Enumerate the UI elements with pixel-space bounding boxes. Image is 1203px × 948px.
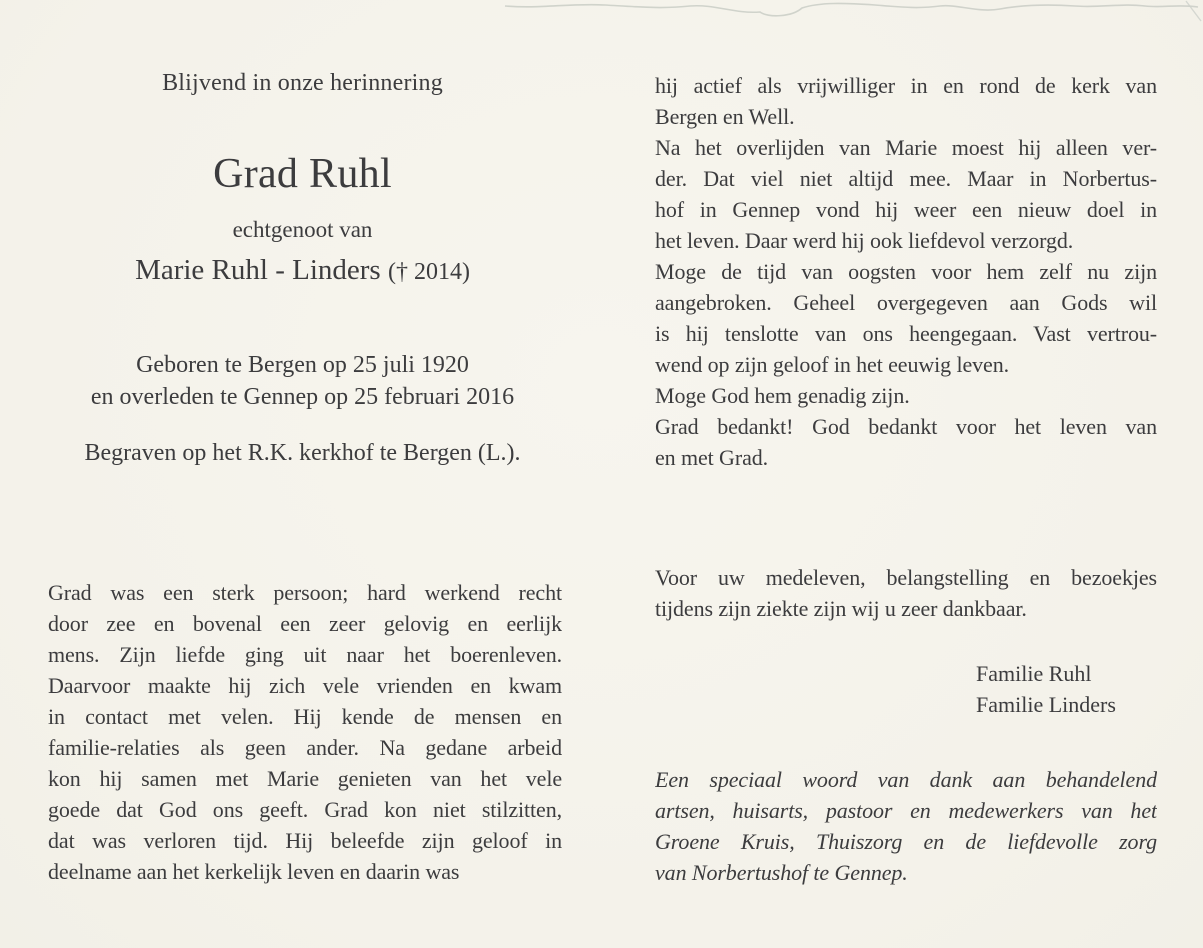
text-line: Moge God hem genadig zijn. (655, 383, 910, 408)
text-line: artsen, huisarts, pastoor en medewerkers van het (655, 798, 1157, 823)
text-line: door zee en bovenal een zeer gelovig en eerlijk (48, 611, 562, 636)
text-line: van Norbertushof te Gennep. (655, 860, 908, 885)
text-line: Een speciaal woord van dank aan behandelend (655, 767, 1157, 792)
text-line: Daarvoor maakte hij zich vele vrienden en kwam (48, 673, 562, 698)
text-line: kon hij samen met Marie genieten van het vele (48, 766, 562, 791)
spouse-line (40, 254, 565, 287)
biography-continued (655, 70, 1157, 473)
text-line: goede dat God ons geeft. Grad kon niet stilzitten, (48, 797, 562, 822)
text-line: Moge de tijd van oogsten voor hem zelf nu zijn (655, 259, 1157, 284)
text-line: Groene Kruis, Thuiszorg en de liefdevolle zorg (655, 829, 1157, 854)
right-page (655, 0, 1157, 948)
text-line: dat was verloren tijd. Hij beleefde zijn geloof in (48, 828, 562, 853)
memorial-header: Blijvend in onze herinnering (162, 70, 443, 96)
text-line: Bergen en Well. (655, 104, 795, 129)
text-line: deelname aan het kerkelijk leven en daarin was (48, 859, 460, 884)
text-line: aangebroken. Geheel overgegeven aan Gods wil (655, 290, 1157, 315)
burial-line: Begraven op het R.K. kerkhof te Bergen (L.). (84, 440, 521, 466)
text-line: Voor uw medeleven, belangstelling en bezoekjes (655, 565, 1157, 590)
text-line: Grad bedankt! God bedankt voor het leven van (655, 414, 1157, 439)
text-line: Na het overlijden van Marie moest hij alleen ver- (655, 135, 1157, 160)
text-line: hof in Gennep vond hij weer een nieuw doel in (655, 197, 1157, 222)
text-line: hij actief als vrijwilliger in en rond de kerk van (655, 73, 1157, 98)
relation-label: echtgenoot van (232, 217, 373, 242)
left-page (40, 0, 565, 948)
special-thanks-paragraph (655, 764, 1157, 888)
text-line: mens. Zijn liefde ging uit naar het boerenleven. (48, 642, 562, 667)
text-line: wend op zijn geloof in het eeuwig leven. (655, 352, 1010, 377)
spouse-name: Marie Ruhl - Linders (135, 254, 381, 286)
death-line: en overleden te Gennep op 25 februari 2016 (90, 384, 515, 410)
biography-paragraph (48, 577, 562, 887)
text-line: en met Grad. (655, 445, 769, 470)
birth-line: Geboren te Bergen op 25 juli 1920 (136, 352, 469, 378)
spouse-death-year: († 2014) (387, 259, 470, 285)
text-line: is hij tenslotte van ons heengegaan. Vast vertrou- (655, 321, 1157, 346)
text-line: tijdens zijn ziekte zijn wij u zeer dankbaar. (655, 596, 1027, 621)
text-line: in contact met velen. Hij kende de mensen en (48, 704, 562, 729)
family-signatures (976, 658, 1116, 720)
signature-family-ruhl: Familie Ruhl (976, 661, 1092, 686)
signature-family-linders: Familie Linders (976, 692, 1116, 717)
deceased-name: Grad Ruhl (213, 151, 392, 197)
acknowledgment-paragraph (655, 562, 1157, 624)
text-line: het leven. Daar werd hij ook liefdevol verzorgd. (655, 228, 1074, 253)
text-line: der. Dat viel niet altijd mee. Maar in Norbertus- (655, 166, 1157, 191)
text-line: Grad was een sterk persoon; hard werkend recht (48, 580, 562, 605)
text-line: familie-relaties als geen ander. Na gedane arbeid (48, 735, 562, 760)
